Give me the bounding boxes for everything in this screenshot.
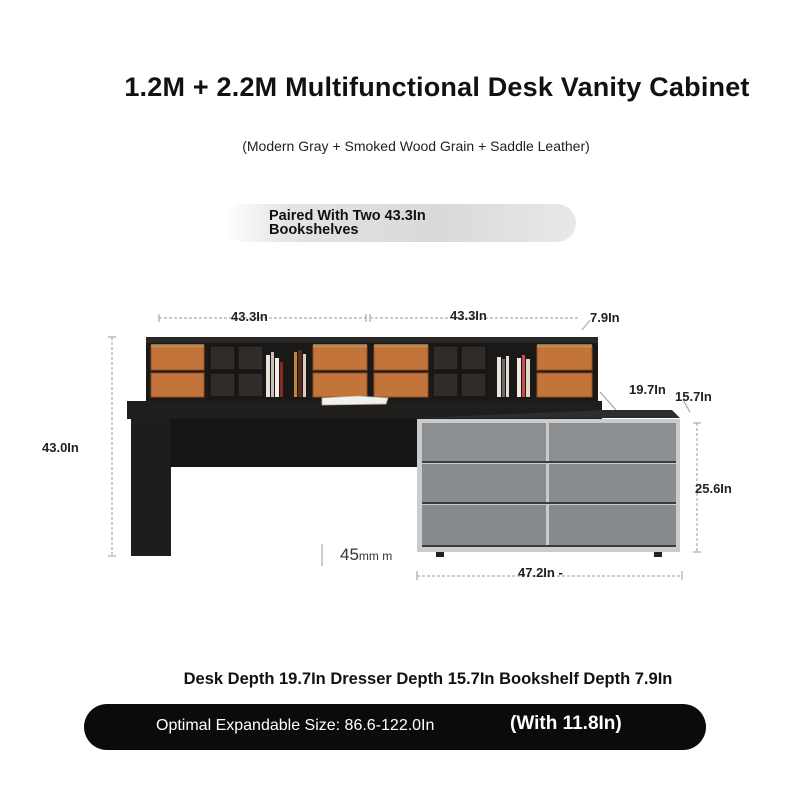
gap-unit: mm m [358,549,393,563]
dresser-height-label: 25.6In [695,481,732,496]
depth-spec-line: Desk Depth 19.7In Dresser Depth 15.7In Bookshelf Depth 7.9In [183,670,673,688]
bookshelf-hutch [146,337,598,405]
shelf-depth-label: 7.9In [590,310,620,325]
gap-value: 45 [340,545,359,564]
page-title: 1.2M + 2.2M Multifunctional Desk Vanity Cabinet [124,72,750,102]
total-height-label: 43.0In [42,440,79,455]
dresser-depth-label: 15.7In [675,389,712,404]
badge-line-1: Paired With Two 43.3In [269,208,426,224]
shelf-left-width-label: 43.3In [231,309,268,324]
dresser [417,410,680,557]
desk-depth-label: 19.7In [629,382,666,397]
dresser-width-label: 47.2In - [518,565,563,580]
page-subtitle: (Modern Gray + Smoked Wood Grain + Saddle Leather) [242,138,590,154]
shelf-right-width-label: 43.3In [450,308,487,323]
gap-label [340,545,392,565]
badge-line-2: Bookshelves [269,222,359,238]
extension-size-text: (With 11.8In) [510,713,622,734]
expandable-size-text: Optimal Expandable Size: 86.6-122.0In [156,717,435,734]
